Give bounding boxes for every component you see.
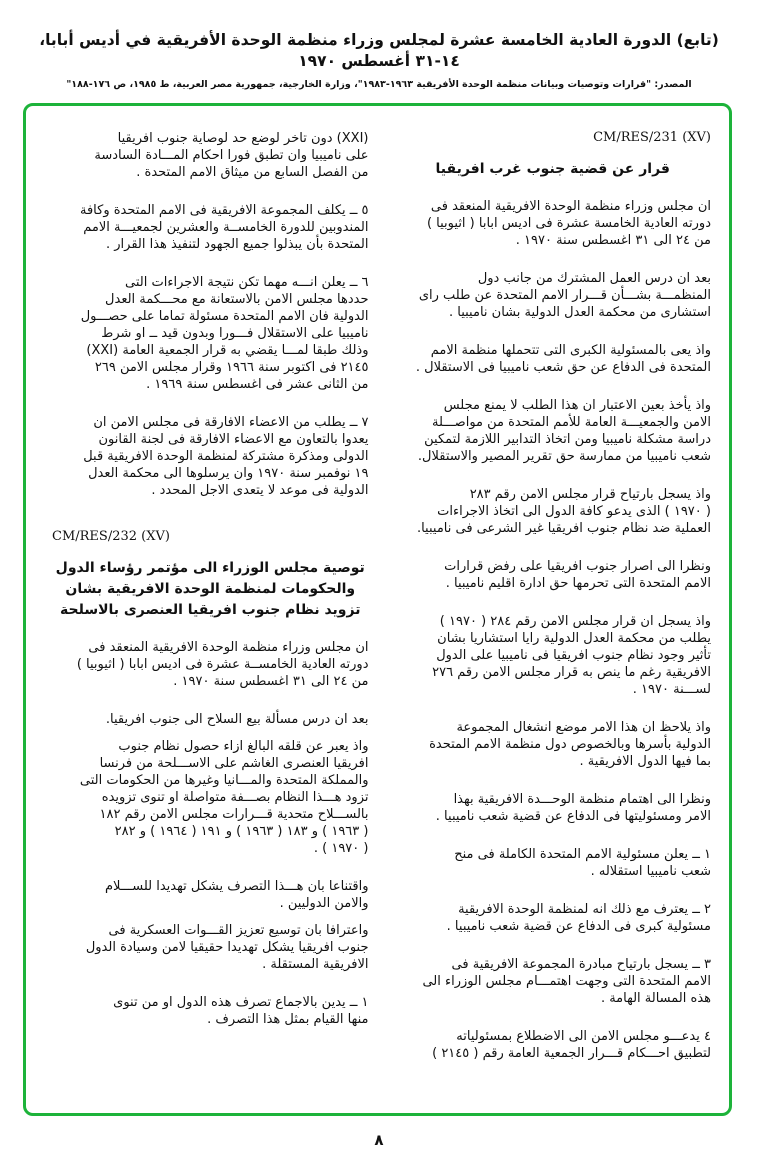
text-line: مسئولية كبرى فى الدفاع عن قضية شعب ناميبيا . [446, 919, 711, 934]
left-paragraphs-top [52, 130, 369, 499]
text-line: دراسة مشكلة ناميبيا ومن اتخاذ التدابير اللازمة لتمكين [424, 432, 711, 447]
text-line: واذ يعى بالمسئولية الكبرى التى تتحملها منظمة الامم [430, 343, 711, 358]
paragraph [52, 130, 369, 181]
text-line: ٢ ــ يعترف مع ذلك انه لمنظمة الوحدة الافريقية [458, 902, 711, 917]
text-line: من الثانى عشر فى اغسطس سنة ١٩٦٩ . [146, 377, 369, 392]
text-line: ٥ ــ يكلف المجموعة الافريقية فى الامم المتحدة وكافة [80, 203, 369, 218]
green-frame [23, 103, 732, 1116]
paragraph [52, 274, 369, 393]
text-line: استشارى من محكمة العدل الدولية بشان ناميبيا . [448, 305, 711, 320]
resolution-title [52, 558, 369, 621]
text-line: جنوب افريقيا يشكل تهديدا حقيقيا لامن وسيادة الدول [85, 940, 369, 955]
resolution-code: CM/RES/232 (XV) [52, 529, 170, 544]
paragraph [395, 397, 712, 465]
text-line: (XXI) دون تاخر لوضع حد لوصاية جنوب افريقيا [117, 131, 369, 146]
paragraph [395, 901, 712, 935]
paragraph [52, 738, 369, 857]
text-line: الامر ومسئوليتها فى الدفاع عن قضية شعب ناميبيا . [435, 809, 711, 824]
text-line: ( ١٩٧٠ ) الذى يدعو كافة الدول الى اتخاذ الاجراءات [437, 504, 711, 519]
paragraph [395, 198, 712, 249]
paragraph [395, 719, 712, 770]
text-line: الافريقية رغم ما ينص به قرار مجلس الامن رقم ٢٧٦ [432, 665, 711, 680]
text-line: الامن والجمعيـــة العامة للأمم المتحدة من مواصـــلة [431, 415, 711, 430]
text-line: الافريقية المستقلة . [262, 957, 369, 972]
text-line: من ٢٤ الى ٣١ اغسطس سنة ١٩٧٠ . [515, 233, 711, 248]
text-line: واعترافا بان توسيع تعزيز القـــوات العسكرية فى [108, 923, 369, 938]
text-line: الدولية فان الامم المتحدة مسئولة تماما على حصـــول [80, 309, 369, 324]
text-line: يطلب من محكمة العدل الدولية رايا استشاريا بشان [437, 631, 711, 646]
paragraph [395, 613, 712, 698]
text-line: المنظمـــة بشـــأن قـــرار الامم المتحدة عن طلب راى [418, 288, 711, 303]
text-line: ١٩ نوفمبر سنة ١٩٧٠ وان يرسلوها الى محكمة العدل [88, 466, 369, 481]
title-line: تزويد نظام جنوب افريقيا العنصرى بالاسلحة [60, 602, 361, 618]
text-line: ونظرا الى اصرار جنوب افريقيا على رفض قرارات [444, 559, 711, 574]
text-line: الدولية بأسرها وبالخصوص دول منظمة الامم المتحدة [429, 737, 711, 752]
text-line: ٤ يدعـــو مجلس الامن الى الاضطلاع بمسئولياته [456, 1029, 711, 1044]
text-line: والمملكة المتحدة والمـــانيا وغيرها من الحكومات التى [79, 773, 369, 788]
text-line: الامم المتحدة التى وجهت اهتمـــام مجلس الوزراء الى [422, 974, 711, 989]
text-line: العملية ضد نظام جنوب افريقيا غير الشرعى فى ناميبيا. [416, 521, 711, 536]
text-line: من ٢٤ الى ٣١ اغسطس سنة ١٩٧٠ . [173, 674, 369, 689]
paragraph [395, 1028, 712, 1062]
page-number: ٨ [374, 1131, 384, 1149]
paragraph [52, 711, 369, 728]
text-line: وذلك طبقا لمـــا يقضي به قرار الجمعية العامة (XXI) [86, 343, 369, 358]
text-line: من الفصل السابع من ميثاق الامم المتحدة . [136, 165, 369, 180]
title-line: والحكومات لمنظمة الوحدة الافريقية بشان [65, 581, 356, 597]
text-line: افريقيا العنصرى الغاشم على الاســـلحة من فرنسا [99, 756, 369, 771]
text-line: ١ ــ يعلن مسئولية الامم المتحدة الكاملة فى منح [454, 847, 711, 862]
text-line: يعدوا بالتعاون مع الاعضاء الافارقة فى لجنة القانون [98, 432, 369, 447]
right-column [395, 130, 712, 1083]
paragraph [395, 342, 712, 376]
paragraph [395, 956, 712, 1007]
right-paragraphs [395, 198, 712, 1062]
text-line: واذ يلاحظ ان هذا الامر موضع انشغال المجموعة [456, 720, 711, 735]
text-line: ( ١٩٦٣ ) و ١٨٣ ( ١٩٦٣ ) و ١٩١ ( ١٩٦٤ ) و ٢٨٢ [114, 824, 369, 839]
paragraph [52, 878, 369, 912]
text-line: دورته العادية الخامسة عشرة فى اديس ابابا ( اثيوبيا ) [426, 216, 711, 231]
text-line: واذ يعبر عن قلقه البالغ ازاء حصول نظام جنوب [118, 739, 369, 754]
paragraph [395, 486, 712, 537]
text-line: ( ١٩٧٠ ) . [313, 841, 369, 856]
text-line: واقتناعا بان هـــذا التصرف يشكل تهديدا للســـلام [104, 879, 369, 894]
text-line: ١ ــ يدين بالاجماع تصرف هذه الدول او من تنوى [113, 995, 369, 1010]
text-line: منها القيام بمثل هذا التصرف . [207, 1012, 369, 1027]
text-line: الامم المتحدة التى تحرمها حق ادارة اقليم ناميبيا . [445, 576, 711, 591]
text-line: شعب ناميبيا استقلاله . [590, 864, 711, 879]
text-line: ناميبيا على الاستقلال فـــورا وبدون قيد ــ او شرط [101, 326, 369, 341]
left-column [52, 130, 369, 1083]
text-line: المندوبين للدورة الخامســة والعشرين لجمعيـــة الامم [83, 220, 369, 235]
text-line: شعب ناميبيا من ممارسة حق تقرير المصير والاستقلال. [417, 449, 711, 464]
text-line: واذ يسجل بارتياح قرار مجلس الامن رقم ٢٨٣ [469, 487, 711, 502]
text-line: واذ يأخذ بعين الاعتبار ان هذا الطلب لا يمنع مجلس [443, 398, 711, 413]
text-line: الدولية فى موعد لا يتعدى الاجل المحدد . [151, 483, 369, 498]
text-line: دورته العادية الخامســة عشرة فى اديس ابابا ( اثيوبيا ) [76, 657, 369, 672]
paragraph [52, 414, 369, 499]
paragraph [395, 846, 712, 880]
text-line: ٦ ــ يعلن انـــه مهما تكن نتيجة الاجراءات التى [125, 275, 369, 290]
text-line: المتحدة فى الدفاع عن حق شعب ناميبيا فى الاستقلال . [415, 360, 711, 375]
text-line: ونظرا الى اهتمام منظمة الوحـــدة الافريقية بهذا [453, 792, 711, 807]
text-line: لتطبيق احـــكام قـــرار الجمعية العامة رقم ( ٢١٤٥ ) [432, 1046, 711, 1061]
text-line: ان مجلس وزراء منظمة الوحدة الافريقية المنعقد فى [430, 199, 711, 214]
text-line: والامن الدوليين . [279, 896, 369, 911]
paragraph [52, 994, 369, 1028]
text-line: الدولى ومذكرة مشتركة لمنظمة الوحدة الافريقية قبل [83, 449, 369, 464]
text-line: تزود هـــذا النظام بصـــفة متواصلة او تنوى تزويده [101, 790, 369, 805]
source-citation: المصدر: "قرارات وتوصيات وبيانات منظمة الوحدة الأفريقية ١٩٦٣-١٩٨٣"، وزارة الخارجية، جمهورية مصر العربية، ط ١٩٨٥، ص ١٧٦-١٨٨" [66, 79, 692, 90]
paragraph [395, 791, 712, 825]
text-line: واذ يسجل ان قرار مجلس الامن رقم ٢٨٤ ( ١٩٧٠ ) [439, 614, 711, 629]
title-line: توصية مجلس الوزراء الى مؤتمر رؤساء الدول [55, 560, 365, 576]
page-header-title: (تابع) الدورة العادية الخامسة عشرة لمجلس وزراء منظمة الوحدة الأفريقية في أديس أبابا، ١٤-٣١ أغسطس ١٩٧٠ [39, 31, 719, 70]
paragraph [52, 922, 369, 973]
text-line: بعد ان درس العمل المشترك من جانب دول [477, 271, 711, 286]
paragraph [52, 202, 369, 253]
text-line: على ناميبيا وان تطبق فورا احكام المـــادة السادسة [94, 148, 369, 163]
text-line: حددها مجلس الامن بالاستعانة مع محـــكمة العدل [105, 292, 369, 307]
resolution-title: قرار عن قضية جنوب غرب افريقيا [435, 161, 670, 177]
text-line: لســـنة ١٩٧٠ . [632, 682, 711, 697]
text-line: المتحدة بأن يبذلوا جميع الجهود لتنفيذ هذا القرار . [106, 237, 369, 252]
text-line: بما فيها الدول الافريقية . [579, 754, 711, 769]
text-line: تأثير وجود نظام جنوب افريقيا فى ناميبيا على الدول [436, 648, 711, 663]
paragraph [395, 270, 712, 321]
text-line: ٣ ــ يسجل بارتياح مبادرة المجموعة الافريقية فى [451, 957, 711, 972]
text-line: بالســـلاح متحدية قـــرارات مجلس الامن رقم ١٨٢ [99, 807, 369, 822]
text-line: ٢١٤٥ فى اكتوبر سنة ١٩٦٦ وقرار مجلس الامن ٢٦٩ [94, 360, 369, 375]
left-paragraphs-bottom [52, 639, 369, 1028]
text-line: هذه المسالة الهامة . [600, 991, 711, 1006]
paragraph [52, 639, 369, 690]
paragraph [395, 558, 712, 592]
text-line: بعد ان درس مسألة بيع السلاح الى جنوب افريقيا. [105, 712, 369, 727]
text-line: ٧ ــ يطلب من الاعضاء الافارقة فى مجلس الامن ان [93, 415, 369, 430]
text-line: ان مجلس وزراء منظمة الوحدة الافريقية المنعقد فى [88, 640, 369, 655]
resolution-code: CM/RES/231 (XV) [593, 130, 711, 145]
